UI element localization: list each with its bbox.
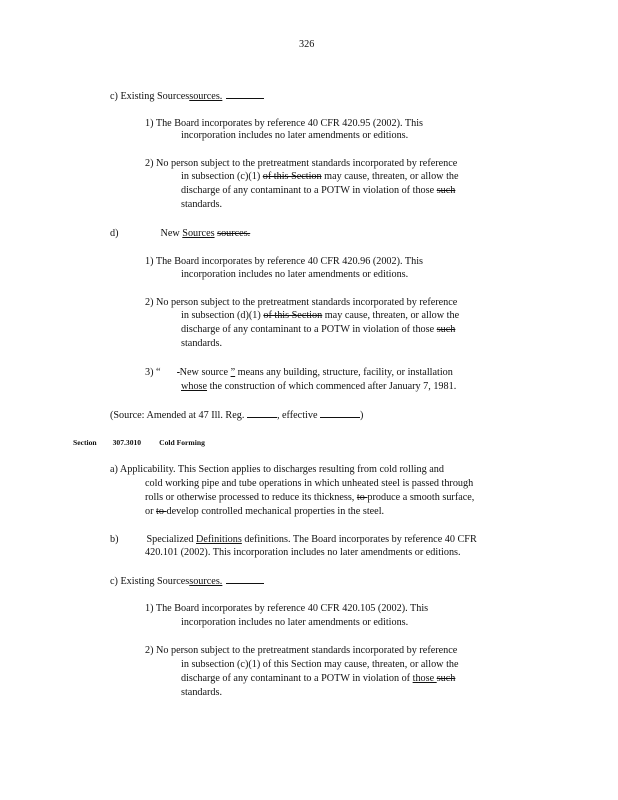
text: d) [110, 228, 119, 239]
text: b) [110, 534, 119, 545]
line: 1) The Board incorporates by reference 40 CFR 420.105 (2002). This [145, 603, 429, 614]
text: sources. [217, 228, 251, 239]
text: in subsection (d)(1) [181, 310, 264, 321]
line: standards. [181, 338, 223, 349]
line: 1) The Board incorporates by reference 40 CFR 420.96 (2002). This [145, 256, 424, 267]
text: rolls or otherwise processed to reduce its thickness, [145, 492, 357, 503]
line [181, 309, 459, 323]
blank-line [247, 408, 277, 418]
text: ) [360, 410, 364, 421]
text: Sources [182, 228, 215, 239]
text: produce a smooth surface, [367, 492, 475, 503]
line [110, 227, 250, 241]
line: 420.101 (2002). This incorporation includes no later amendments or editions. [145, 547, 461, 558]
text: Definitions [196, 534, 242, 545]
section-number: 307.3010 [112, 438, 142, 447]
section-title: Cold Forming [159, 438, 205, 447]
line: incorporation includes no later amendments or editions. [181, 130, 409, 141]
text: in subsection (c)(1) [181, 171, 263, 182]
text: Specialized [146, 534, 196, 545]
text: develop controlled mechanical properties in the steel. [166, 506, 385, 517]
text: those [412, 673, 437, 684]
blank-line [320, 408, 360, 418]
text: New [160, 228, 183, 239]
text: discharge of any contaminant to a POTW in violation of [181, 673, 413, 684]
text: whose [181, 381, 208, 392]
line: a) Applicability. This Section applies to discharges resulting from cold rolling and [110, 464, 444, 475]
blank-line [226, 574, 264, 584]
text: means any building, structure, facility, or installation [235, 367, 453, 378]
line: 2) No person subject to the pretreatment standards incorporated by reference [145, 158, 458, 169]
line [110, 574, 264, 589]
text: to [156, 506, 167, 517]
text: definitions. The Board incorporates by reference 40 CFR [241, 534, 477, 545]
text: ” [230, 367, 236, 378]
text: c) Existing Sources [110, 576, 190, 587]
text: 3) “ [145, 367, 164, 378]
line [181, 380, 456, 394]
line [145, 505, 384, 519]
text: such [436, 324, 456, 335]
text: discharge of any contaminant to a POTW in violation of those [181, 185, 437, 196]
blank-line [226, 89, 264, 99]
line: incorporation includes no later amendments or editions. [181, 269, 409, 280]
line: 2) No person subject to the pretreatment standards incorporated by reference [145, 297, 458, 308]
line: standards. [181, 687, 223, 698]
line [110, 408, 363, 423]
text: of this Section [262, 171, 322, 182]
line [145, 491, 474, 505]
text: the construction of which commenced after January 7, 1981. [207, 381, 457, 392]
text: discharge of any contaminant to a POTW in violation of those [181, 324, 437, 335]
line [181, 170, 459, 184]
text: or [145, 506, 157, 517]
line: standards. [181, 199, 223, 210]
text: New source [179, 367, 231, 378]
text: sources. [189, 576, 223, 587]
text: , effective [276, 410, 318, 421]
line [110, 533, 477, 547]
text: such [436, 673, 456, 684]
line: in subsection (c)(1) of this Section may cause, threaten, or allow the [181, 659, 459, 670]
text: to [356, 492, 368, 503]
line [181, 672, 455, 686]
section-label: Section [73, 438, 97, 447]
page-number: 326 [299, 39, 315, 50]
line: cold working pipe and tube operations in which unheated steel is passed through [145, 478, 474, 489]
line [145, 366, 453, 380]
text: may cause, threaten, or allow the [321, 171, 459, 182]
text: c) Existing Sources [110, 91, 190, 102]
section-heading [73, 436, 205, 450]
text: may cause, threaten, or allow the [322, 310, 460, 321]
line [110, 89, 264, 104]
text: of this Section [263, 310, 323, 321]
line [181, 184, 455, 198]
text: (Source: Amended at 47 Ill. Reg. [110, 410, 245, 421]
line [181, 323, 455, 337]
line: incorporation includes no later amendments or editions. [181, 617, 409, 628]
line: 2) No person subject to the pretreatment standards incorporated by reference [145, 645, 458, 656]
text: such [436, 185, 456, 196]
line: 1) The Board incorporates by reference 40 CFR 420.95 (2002). This [145, 118, 424, 129]
text: sources. [189, 91, 223, 102]
